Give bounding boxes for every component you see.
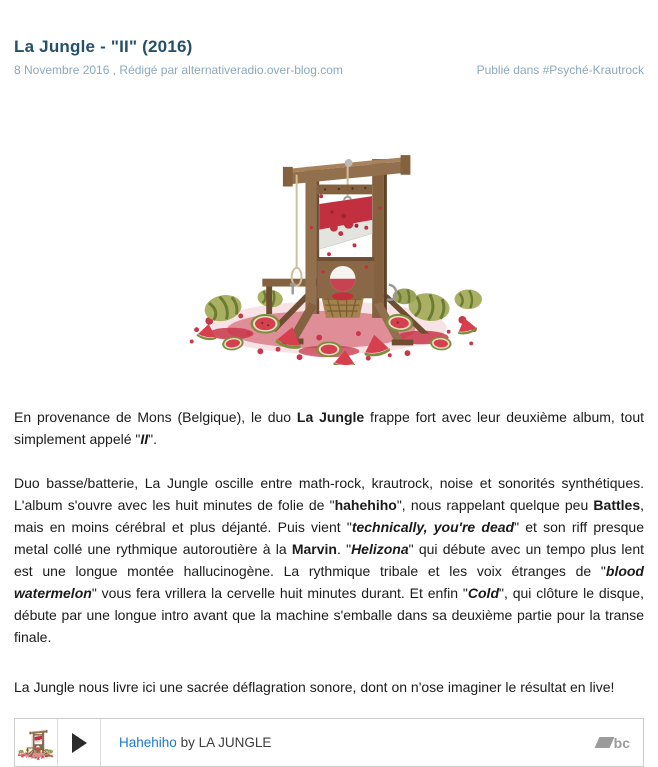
post-meta-left <box>14 63 343 77</box>
bandcamp-logo[interactable] <box>597 719 643 766</box>
track-info <box>101 719 597 766</box>
guillotine-thumbnail-icon <box>18 723 54 763</box>
play-icon <box>72 733 87 753</box>
post-body <box>14 406 644 698</box>
album-artwork[interactable] <box>169 110 489 365</box>
bandcamp-brand-text: bc <box>613 734 630 751</box>
post-header <box>14 37 644 77</box>
player-artwork-thumbnail[interactable] <box>15 719 58 766</box>
paragraph-conclusion: La Jungle nous livre ici une sacrée déflagration sonore, dont on n'ose imaginer le résultat en live! <box>14 679 615 695</box>
bandcamp-parallelogram-icon <box>594 737 614 748</box>
paragraph-review: Duo basse/batterie, La Jungle oscille entre math-rock, krautrock, noise et sonorités synthétiques. L'album s'ouvre avec les huit minutes de folie de "hahehiho", nous rappelant quelque peu Battles, mais en moins cérébral et plus déjanté. Puis vient "technically, you're dead" et son riff presque metal collé une rythmique autoroutière à la Marvin. "Helizona" qui débute avec un tempo plus lent est une longue montée hallucinogène. La rythmique tribale et les voix étranges de "blood watermelon" vous fera vrillera la cervelle huit minutes durant. Et enfin "Cold", qui clôture le disque, débute par une longue intro avant que la machine s'emballe dans sa deuxième partie pour la transe finale. <box>14 475 645 645</box>
paragraph-intro: En provenance de Mons (Belgique), le duo La Jungle frappe fort avec leur deuxième album, tout simplement appelé "II". <box>14 409 644 447</box>
play-button[interactable] <box>58 719 101 766</box>
post-meta-right <box>477 63 644 77</box>
artist-name: LA JUNGLE <box>198 735 272 750</box>
guillotine-watermelon-illustration <box>169 110 489 365</box>
post-meta-row <box>14 63 644 77</box>
track-by: by <box>180 735 195 750</box>
author-link[interactable]: alternativeradio.over-blog.com <box>181 63 343 77</box>
post-title[interactable]: La Jungle - "II" (2016) <box>14 37 193 56</box>
bandcamp-player <box>14 718 644 767</box>
track-title-link[interactable]: Hahehiho <box>119 735 177 750</box>
post-date: 8 Novembre 2016 <box>14 63 110 77</box>
published-in-label: Publié dans <box>476 63 540 77</box>
written-by-label: Rédigé par <box>119 63 179 77</box>
meta-separator: , <box>112 63 117 77</box>
category-link[interactable]: #Psyché-Krautrock <box>542 63 644 77</box>
